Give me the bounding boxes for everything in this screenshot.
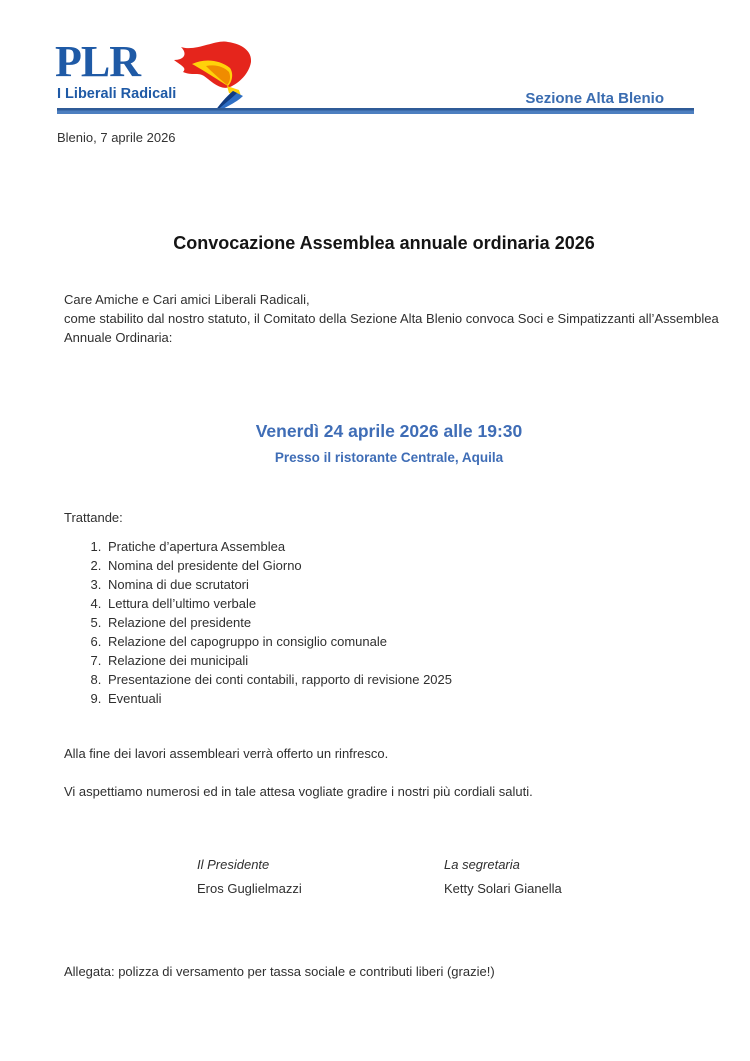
- dateline: Blenio, 7 aprile 2026: [57, 130, 176, 145]
- intro-text: come stabilito dal nostro statuto, il Comitato della Sezione Alta Blenio convoca Soci e Simpatizzanti all’Assemblea Annuale Ordinaria:: [64, 311, 719, 345]
- agenda-item: 9. Eventuali: [105, 689, 452, 708]
- agenda-item: 7. Relazione dei municipali: [105, 651, 452, 670]
- section-label: Sezione Alta Blenio: [525, 90, 664, 107]
- agenda-item: 4. Lettura dell’ultimo verbale: [105, 594, 452, 613]
- closing-refreshment: Alla fine dei lavori assembleari verrà offerto un rinfresco.: [64, 746, 389, 761]
- signature-secretary: [444, 857, 562, 896]
- salutation: Care Amiche e Cari amici Liberali Radicali,: [64, 292, 310, 307]
- agenda-label: Trattande:: [64, 510, 123, 525]
- letter-title: Convocazione Assemblea annuale ordinaria 2026: [173, 233, 595, 253]
- agenda-item: 6. Relazione del capogruppo in consiglio comunale: [105, 632, 452, 651]
- agenda-item: 5. Relazione del presidente: [105, 613, 452, 632]
- torch-flame-icon: [172, 38, 256, 116]
- plr-logo-subtitle: I Liberali Radicali: [57, 86, 177, 102]
- intro-block: [64, 290, 719, 347]
- signature-president: [197, 857, 302, 896]
- event-block: [64, 420, 714, 465]
- agenda-item: 2. Nomina del presidente del Giorno: [105, 556, 452, 575]
- signature-name: Ketty Solari Gianella: [444, 881, 562, 896]
- signature-name: Eros Guglielmazzi: [197, 881, 302, 896]
- header-rule: [57, 108, 694, 114]
- event-datetime: Venerdì 24 aprile 2026 alle 19:30: [255, 421, 523, 441]
- signature-role: Il Presidente: [197, 857, 270, 872]
- agenda-list: [64, 537, 452, 708]
- plr-logo-acronym: PLR: [55, 37, 140, 86]
- agenda-item: 1. Pratiche d’apertura Assemblea: [105, 537, 452, 556]
- signature-role: La segretaria: [444, 857, 520, 872]
- closing-greeting: Vi aspettiamo numerosi ed in tale attesa vogliate gradire i nostri più cordiali saluti.: [64, 784, 533, 799]
- event-location: Presso il ristorante Centrale, Aquila: [274, 450, 504, 465]
- agenda-item: 3. Nomina di due scrutatori: [105, 575, 452, 594]
- agenda-item: 8. Presentazione dei conti contabili, rapporto di revisione 2025: [105, 670, 452, 689]
- attachment-note: Allegata: polizza di versamento per tassa sociale e contributi liberi (grazie!): [64, 964, 495, 979]
